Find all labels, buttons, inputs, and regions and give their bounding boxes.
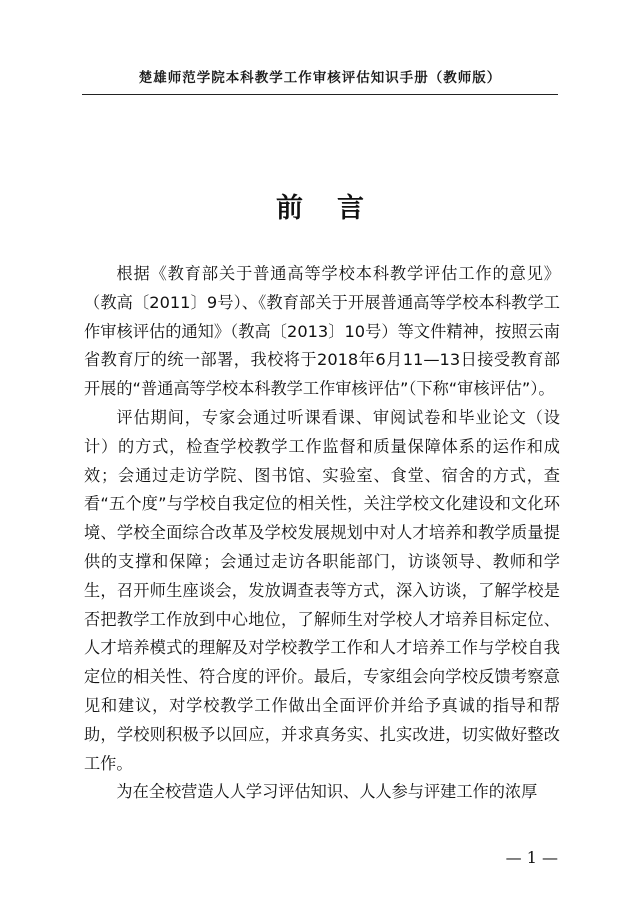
- paragraph: 为在全校营造人人学习评估知识、人人参与评建工作的浓厚: [116, 782, 538, 802]
- paragraph: 评估期间，专家会通过听课看课、审阅试卷和毕业论文（设计）的方式，检查学校教学工作监督和质量保障体系的运作和成效；会通过走访学院、图书馆、实验室、食堂、宿舍的方式，查看“五个度”与学校自我定位的相关性，关注学校文化建设和文化环境、学校全面综合改革及学校发展规划中对人才培养和教学质量提供的支撑和保障；会通过走访各职能部门，访谈领导、教师和学生，召开师生座谈会，发放调查表等方式，深入访谈，了解学校是否把教学工作放到中心地位，了解师生对学校人才培养目标定位、人才培养模式的理解及对学校教学工作和人才培养工作与学校自我定位的相关性、符合度的评价。最后，专家组会向学校反馈考察意见和建议，对学校教学工作做出全面评价并给予真诚的指导和帮助，学校则积极予以回应，并求真务实、扎实改进，切实做好整改工作。: [84, 407, 560, 773]
- page-number: — 1 —: [505, 848, 558, 867]
- page-title: 前言: [276, 193, 398, 224]
- running-header: 楚雄师范学院本科教学工作审核评估知识手册（教师版）: [138, 70, 502, 86]
- paragraph: 根据《教育部关于普通高等学校本科教学评估工作的意见》（教高〔2011〕9号）、《教育部关于开展普通高等学校本科教学工作审核评估的通知》（教高〔2013〕10号）等文件精神，按照云南省教育厅的统一部署，我校将于2018年6月11—13日接受教育部开展的“普通高等学校本科教学工作审核评估”（下称“审核评估”）。: [84, 264, 560, 399]
- body-text: [84, 260, 560, 807]
- header-divider: [82, 94, 558, 95]
